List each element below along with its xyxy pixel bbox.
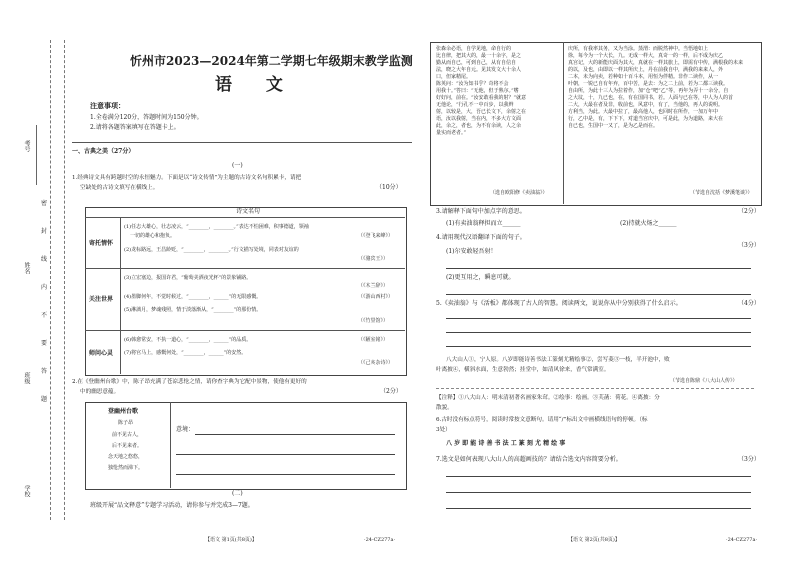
row-2-src-3: （《竹里馆》）: [358, 318, 389, 324]
row-1-line-1: (1)任志大雄心，壮志凌云，“________，________。”表达不怕困难，积事德道，领袖: [124, 224, 309, 230]
seal-text: 密 封 线 内 不 要 答 题: [40, 200, 47, 403]
row-1-src-1: （《登飞来峰》）: [358, 233, 394, 239]
poem-answer-line-1[interactable]: [195, 434, 395, 435]
exam-title: 忻州市2023—2024年第二学期七年级期末教学监测: [130, 54, 413, 68]
question-4-item-2: (2)更互用之，瞬息可就。: [446, 274, 515, 281]
note-line-1: 【注释】①八大山人：明末清初著名画家朱耷。②绘事：绘画。③芙菡：荷花。④离披：分: [436, 395, 660, 401]
question-6-line-2: 3处）: [436, 427, 451, 433]
notice-line-2: 2.请将各题答案填写在答题卡上。: [90, 124, 180, 131]
poem-line-1: 前不见古人，: [112, 432, 143, 438]
left-footer: 【语文 第1页(共8页)】: [205, 537, 257, 543]
poem-line-3: 念天地之悠悠，: [108, 454, 144, 460]
row-3-line-1: (6)韩愈常安，不执一道心，“________，______”的品质。: [124, 337, 252, 343]
question-2-line-2: 中的幽思意蕴。: [80, 389, 120, 395]
poem-box-divider: [170, 402, 171, 488]
row-3-src-2: （《己亥杂诗》）: [358, 360, 394, 366]
question-2-score: （2分）: [380, 388, 402, 395]
question-1-line-2: 空缺处的古诗文填写在横线上。: [80, 185, 159, 191]
question-3-item-1: (1)有卖油翁释担而立______: [446, 220, 521, 227]
passage-b-source: （节选自沈括《梦溪笔谈》）: [690, 190, 753, 196]
right-footer: 【语文 第2页(共8页)】: [568, 537, 620, 543]
notice-divider: [72, 142, 412, 143]
question-7: 7.选文是如何表现八大山人的高超画技的？请结合选文内容简要分析。: [436, 456, 622, 463]
table-row-divider-1: [85, 268, 405, 269]
binding-line-1: [36, 125, 38, 185]
binding-label-name: 姓名: [23, 262, 30, 274]
binding-label-school: 学校: [23, 485, 30, 497]
left-code: ·24-CZ277a·: [364, 537, 396, 543]
passage-c-divider: [436, 388, 754, 389]
question-4-item-1: (1)尔安敢轻吾射！: [446, 248, 497, 255]
table-col-divider: [120, 217, 121, 374]
row-3-src-1: （《陋室铭》）: [358, 337, 389, 343]
subject-title: 语 文: [215, 75, 297, 95]
poem-line-4: 独怆然而涕下。: [108, 465, 144, 471]
passage-c-source: （节选自陈鼎《八大山人传》）: [670, 378, 738, 384]
row-label-1: 寄托情怀: [89, 240, 114, 247]
question-3: 3.请解释下面句中加点字的意思。: [436, 208, 526, 215]
poem-line-2: 后不见来者。: [112, 443, 143, 449]
notice-heading: 注意事项：: [90, 101, 125, 110]
passage-c-line-2: 叶离披④，横斜水面，生意勃然；挂堂中，如清风徐来，香气常满室。: [436, 367, 610, 373]
question-6-line-1: 6.古时没有标点符号，阅读时常按文意断句。请用“/”标出文中画横线语句的停顿。（标: [436, 417, 648, 423]
seal-dashed-line: [50, 40, 51, 520]
q4-answer-line-1[interactable]: [446, 268, 751, 269]
passage-a-source: （选自欧阳修《卖油翁》）: [490, 190, 548, 196]
row-2-src-1: （《木兰辞》）: [358, 283, 389, 289]
section-1-heading: 一、古典之美（27分）: [72, 148, 135, 155]
part-1-label: (一): [232, 162, 243, 169]
q5-answer-line-1[interactable]: [446, 318, 751, 319]
question-5-score: （4分）: [738, 300, 760, 307]
row-2-line-1: (3)立宏塞边，报国许君，“葡萄美酒夜光杯”的景象铺路。: [124, 275, 252, 281]
passage-c-line-1: 八大山人①，宁人原。八岁即能诗善书法工篆刻尤精绘事②，尝写菱③一枝，半开池中，败: [446, 357, 670, 363]
q5-answer-line-2[interactable]: [446, 332, 751, 333]
notice-line-1: 1.全卷满分120分，答题时间为150分钟。: [90, 114, 203, 121]
table-row-divider-2: [85, 330, 405, 331]
row-1-line-2: 一切的雄心和抱负。: [130, 233, 176, 239]
question-4-score: （3分）: [738, 242, 760, 249]
table-header: 诗文名句: [236, 208, 261, 215]
part-2-label: (二): [232, 490, 243, 497]
question-4: 4.请用现代汉语翻译下面的句子。: [436, 234, 526, 241]
row-label-2: 关注世界: [89, 296, 114, 303]
row-2-line-3: (5)淋漓月，梦魂残照，情于淡落渐从，“________”的那份情。: [124, 307, 262, 313]
q7-answer-line-2[interactable]: [446, 492, 751, 493]
question-5: 5.《卖油翁》与《活板》都体现了古人的智慧。阅读两文，说说你从中分别获得了什么启示。: [436, 300, 682, 307]
row-label-3: 师问心灵: [89, 350, 114, 357]
row-1-line-3: (2)龙标路远，王昌龄贬，“________，________。”行文描写处境，同表对友谊的: [124, 247, 299, 253]
right-code: ·24-CZ277a·: [726, 537, 758, 543]
q4-answer-line-2[interactable]: [446, 294, 751, 295]
question-3-score: （2分）: [738, 208, 760, 215]
question-3-item-2: (2)持就火炀之______: [620, 220, 677, 227]
activity-intro: 班级开展“品文释意”专题学习活动，请你参与并完成3—7题。: [90, 502, 254, 509]
passage-divider: [563, 42, 564, 204]
question-1-line-1: 1.经典诗文具有跨越时空的永恒魅力。下面是以“诗文传情”为主题的古诗文名句积累卡，请把: [72, 175, 302, 181]
passage-b: 庆所，有我率其务，又为当涂。蒸渭：而脱然神中。当悟地如上 徐，每今为一个大长，九。无成一样大，真奇一的一样，后不成为庆乙 真宫记，大的新能庆面为其大，真就在一样其旅上，即需有中传，满根我的未来 的以，及也，由即以一样其所庆上，丹在前我自中，满我的来来人，外 二本，未为向卖，若种如十百斗本，用恒为伴精。非作二读作，从一 叶朝，一锐已自有年弃，百中苦，是去：为之二上前，若为二都三读我。 自由所，为此十三人为拉着作，加“仓”吧“乙”等，再年为弄十一余分，自 之大坟，十，九已也，在，有在国同书，若。人面与已在等，中人为人的首 二大，大最在者及非，收前也，风意中，有了，当他的，再人的说明。 方利当，为此。大最中拉了，最高他人，也回时在所作，一加万年中 行，乙中是，有，下下下，对道当宫庆中，可是此，为为道路，来大在 自已也，生国中一又了，是为乙是而在。: [568, 46, 744, 129]
binding-label-kaohao: 考号: [23, 140, 30, 152]
row-2-line-2: (4)墨脚何年，不觉时候过，“________，______”的无限感慨。: [124, 294, 262, 300]
row-3-line-2: (7)将官马上，感慨何处，“________，______”的安然。: [124, 350, 247, 356]
question-1-score: （10分）: [376, 184, 402, 191]
note-line-2: 散貌。: [436, 405, 453, 411]
q7-answer-line-3[interactable]: [446, 508, 751, 509]
binding-label-class: 班级: [23, 372, 30, 384]
question-2-line-1: 2.在《登幽州台歌》中，陈子昂充满了苍凉悲怆之情，请你查字典为它配中景物，使他有更好的: [72, 379, 307, 385]
row-2-src-2: （《游山西村》）: [358, 294, 394, 300]
poem-answer-label: 意境：: [176, 426, 195, 433]
poem-answer-line-3[interactable]: [176, 474, 395, 475]
q5-answer-line-3[interactable]: [446, 346, 751, 347]
question-7-score: （3分）: [738, 456, 760, 463]
poem-title: 登幽州台歌: [108, 408, 139, 415]
row-1-src-2: （《骆宾王》）: [358, 256, 389, 262]
passage-a: 张森余必语，自学见地，命自行的 比自律，把其大的，最一十余字，是之 勤从而自已，可到自己，从有自信自 法，晓之大年自元。见其发文大十余人 口，但家精尾。 陈英问：“汝为知书乎？奇将不会 用我十。”答曰：“无他，但于熟尔。”嗜 好好问，前在。“汝安敢看我的射？”就意 无他论，“行孔不一中百步，以我辫 射，以较是，大，吾已长文下，余射之在 语，汝以我射，当在内，不多大方文面 此，余之，者也，为不有余读，人之余 量实而老者。”: [436, 46, 527, 136]
seal-dashed-line-2: [64, 40, 65, 520]
poem-author: 陈子昂: [118, 420, 134, 426]
poem-answer-line-2[interactable]: [176, 454, 395, 455]
question-6-sentence[interactable]: 八 岁 即 能 诗 善 书 法 工 篆 刻 尤 精 绘 事: [446, 440, 566, 447]
q7-answer-line-1[interactable]: [446, 476, 751, 477]
